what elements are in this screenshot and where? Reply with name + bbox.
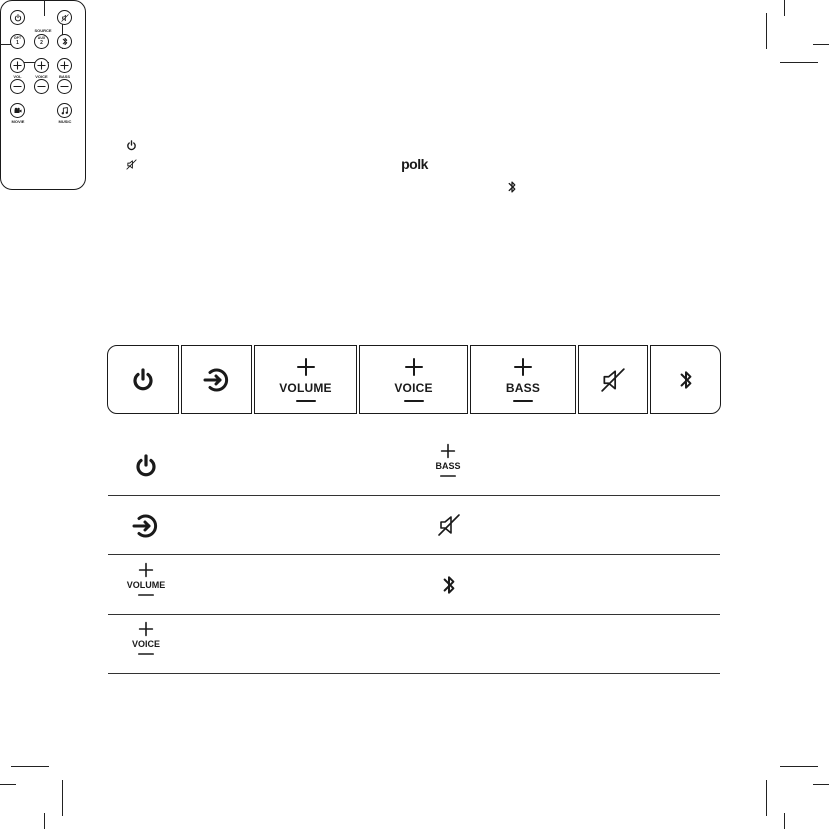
table-voice-icon [118, 621, 174, 656]
table-mute-icon [437, 513, 461, 537]
bar-bluetooth-button [650, 345, 721, 414]
crop-mark-bottom-left-h [11, 766, 49, 767]
table-bluetooth-icon [442, 574, 456, 596]
remote-aux-number: 2 [40, 39, 43, 46]
bar-voice-label: VOICE [394, 380, 433, 395]
crop-mark-top-right-h [780, 62, 818, 63]
remote-bluetooth-button [57, 34, 72, 49]
crop-mark-bottom-right-v2 [784, 813, 785, 829]
bar-bass-label: BASS [505, 380, 541, 395]
crop-mark-top-right-v [766, 13, 767, 49]
remote-power-button [10, 10, 25, 25]
crop-mark-bottom-left-h2 [0, 784, 16, 785]
remote-vol-down-button [10, 79, 25, 94]
remote-bass-label: BASS [58, 74, 71, 79]
remote-movie-button [10, 103, 25, 118]
table-row-divider-4 [108, 673, 720, 674]
crop-mark-top-right-h2 [813, 44, 829, 45]
remote-vol-up-button [10, 58, 25, 73]
remote-control [0, 0, 428, 190]
remote-music-button [57, 103, 72, 118]
bar-voice-button [359, 345, 468, 414]
remote-brand-logo: polk [401, 156, 428, 172]
crop-mark-bottom-right-h [780, 766, 818, 767]
remote-voice-label: VOICE [35, 74, 48, 79]
bar-voice-plus-icon [404, 357, 424, 377]
bar-voice-minus-icon [404, 399, 424, 403]
bar-volume-button [254, 345, 357, 414]
remote-opt-label: OPT [13, 36, 22, 41]
crop-mark-top-right-v2 [784, 0, 785, 16]
control-bar [107, 345, 721, 415]
bar-bass-minus-icon [513, 399, 533, 403]
remote-opt-number: 1 [16, 39, 19, 46]
remote-bass-up-button [57, 58, 72, 73]
table-bass-icon [420, 443, 476, 478]
bar-bass-button [470, 345, 576, 414]
table-row-divider-2 [108, 554, 720, 555]
crop-mark-bottom-left-v [62, 780, 63, 816]
remote-vol-label: VOL [13, 74, 22, 79]
table-bass-label: BASS [435, 461, 461, 471]
table-row-divider-3 [108, 614, 720, 615]
bar-volume-label: VOLUME [279, 380, 332, 395]
bar-mute-button [578, 345, 648, 414]
remote-voice-down-button [34, 79, 49, 94]
crop-mark-bottom-left-v2 [44, 813, 45, 829]
remote-aux-button [34, 34, 49, 49]
remote-movie-label: MOVIE [11, 119, 25, 124]
table-row-divider-1 [108, 495, 720, 496]
crop-mark-top-left-v2 [44, 0, 45, 16]
remote-mute-button [57, 10, 72, 25]
remote-voice-up-button [34, 58, 49, 73]
remote-bass-down-button [57, 79, 72, 94]
table-volume-icon [118, 562, 174, 597]
table-power-icon [134, 454, 158, 478]
remote-aux-label: AUX [37, 36, 46, 41]
remote-source-label: SOURCE [34, 28, 52, 33]
intro-bluetooth-icon [507, 180, 517, 194]
intro-power-icon [126, 140, 137, 151]
table-voice-label: VOICE [131, 639, 160, 649]
crop-mark-bottom-right-v [766, 780, 767, 816]
remote-opt-button [10, 34, 25, 49]
bar-volume-minus-icon [296, 399, 316, 403]
bar-power-button [107, 345, 179, 414]
bar-volume-plus-icon [296, 357, 316, 377]
remote-music-label: MUSIC [58, 119, 72, 124]
table-volume-label: VOLUME [126, 580, 166, 590]
bar-source-button [181, 345, 252, 414]
bar-bass-plus-icon [513, 357, 533, 377]
table-source-icon [131, 513, 161, 539]
crop-mark-bottom-right-h2 [813, 784, 829, 785]
